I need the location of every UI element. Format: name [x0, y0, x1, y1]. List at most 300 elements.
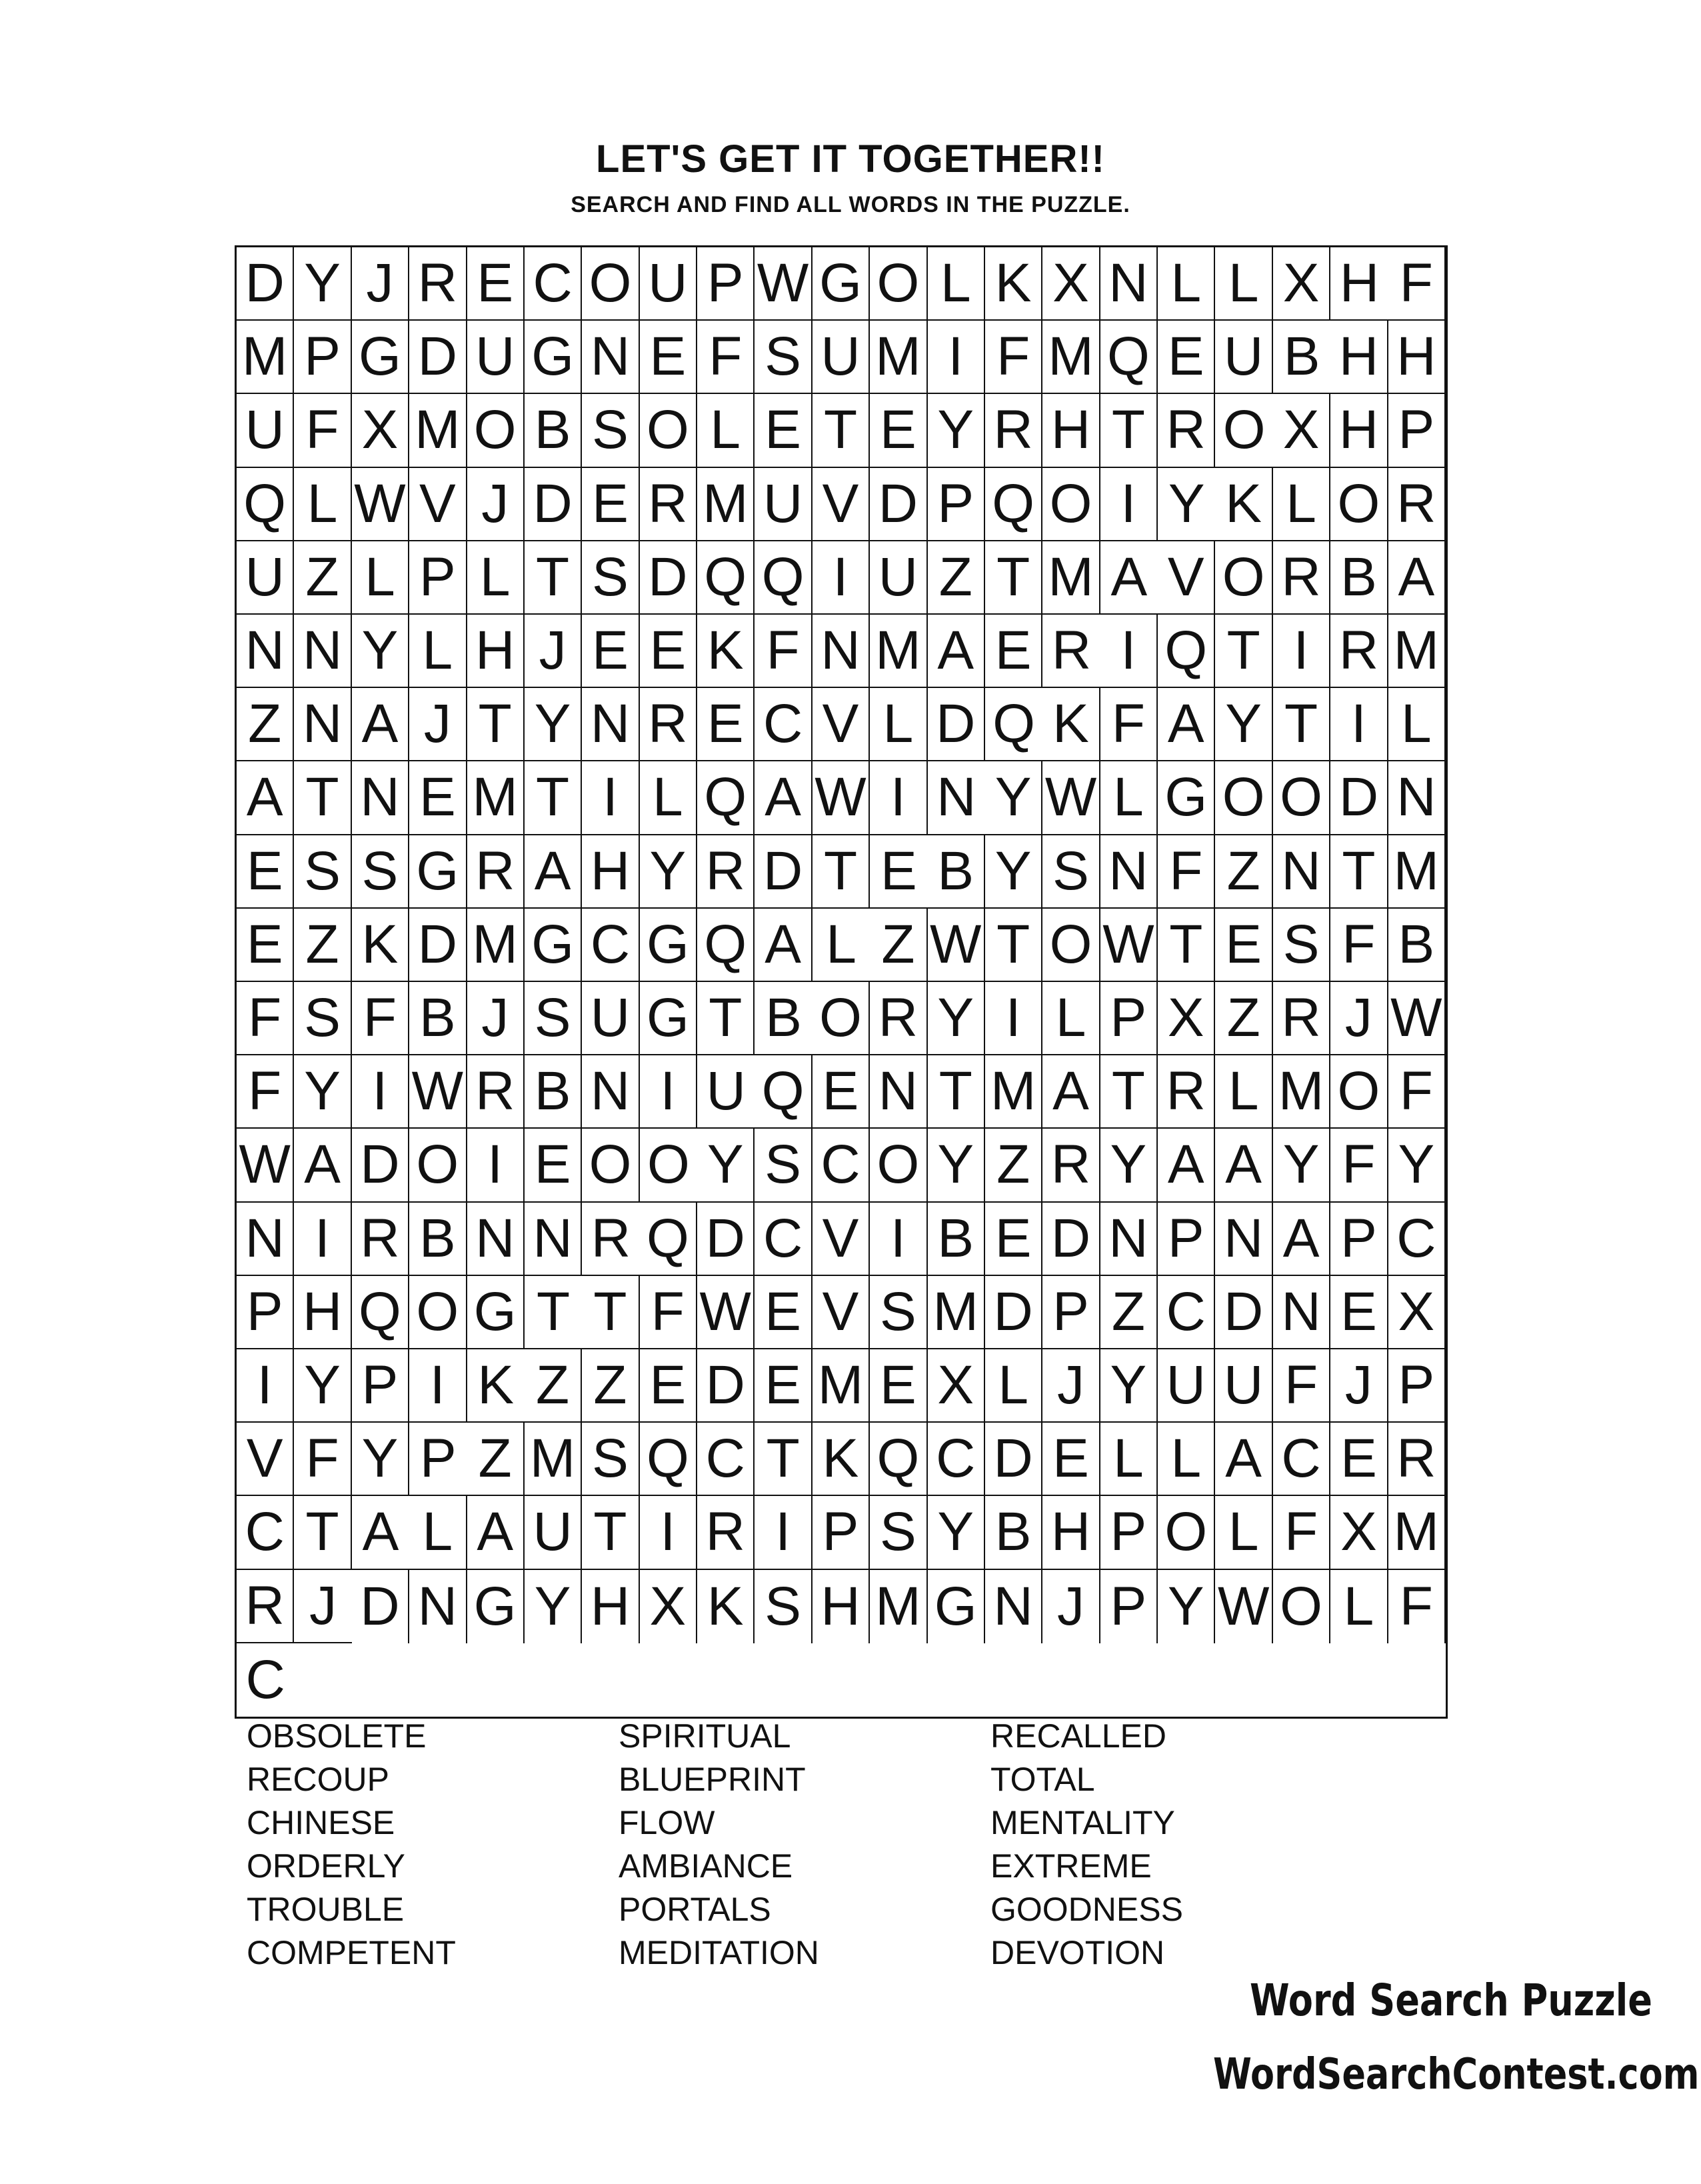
grid-cell: Y — [640, 835, 697, 909]
grid-cell: R — [1158, 1055, 1215, 1129]
grid-cell: F — [1100, 688, 1158, 761]
grid-cell: M — [870, 615, 927, 688]
grid-cell: P — [813, 1496, 870, 1569]
grid-cell: W — [237, 1129, 294, 1202]
grid-cell: L — [352, 541, 409, 615]
grid-cell: L — [409, 615, 467, 688]
grid-cell: M — [1388, 615, 1446, 688]
grid-cell: N — [1215, 1203, 1272, 1276]
grid-cell: F — [1158, 835, 1215, 909]
grid-cell: R — [1388, 1423, 1446, 1496]
grid-cell: U — [1215, 321, 1272, 394]
grid-cell: N — [582, 321, 639, 394]
grid-cell: M — [525, 1423, 582, 1496]
grid-cell: Y — [928, 982, 985, 1055]
grid-cell: S — [1273, 909, 1330, 982]
grid-cell: I — [1330, 688, 1388, 761]
grid-cell: I — [870, 1203, 927, 1276]
grid-cell: M — [1388, 835, 1446, 909]
grid-cell: N — [1273, 835, 1330, 909]
grid-cell: R — [1042, 1129, 1100, 1202]
grid-cell: Y — [928, 1129, 985, 1202]
grid-cell: Y — [1158, 468, 1215, 541]
grid-cell: K — [1042, 688, 1100, 761]
grid-cell: X — [1158, 982, 1215, 1055]
grid-cell: E — [582, 615, 639, 688]
grid-cell: P — [1158, 1203, 1215, 1276]
grid-cell: U — [1215, 1349, 1272, 1423]
grid-cell: O — [409, 1129, 467, 1202]
grid-cell: I — [755, 1496, 812, 1569]
grid-cell: R — [1388, 468, 1446, 541]
grid-cell: Q — [985, 688, 1042, 761]
word-list-item: MEDITATION — [619, 1934, 819, 1971]
grid-cell: O — [1330, 1055, 1388, 1129]
grid-cell: N — [1273, 1276, 1330, 1349]
grid-cell: N — [409, 1570, 467, 1643]
grid-cell: T — [1100, 394, 1158, 467]
grid-cell: R — [409, 247, 467, 321]
grid-cell: Y — [352, 615, 409, 688]
grid-cell: N — [237, 615, 294, 688]
grid-cell: M — [870, 321, 927, 394]
grid-cell: L — [294, 468, 351, 541]
grid-cell: X — [928, 1349, 985, 1423]
word-list-item: RECOUP — [247, 1761, 389, 1798]
grid-cell: H — [1330, 247, 1388, 321]
grid-cell: S — [352, 835, 409, 909]
grid-cell: C — [755, 1203, 812, 1276]
grid-cell: Q — [697, 909, 755, 982]
grid-cell: C — [237, 1496, 294, 1569]
grid-cell: P — [1100, 1496, 1158, 1569]
grid-cell: L — [1042, 982, 1100, 1055]
grid-cell: I — [1273, 615, 1330, 688]
grid-cell: O — [1273, 761, 1330, 835]
word-list-item: EXTREME — [990, 1847, 1152, 1885]
grid-cell: N — [1388, 761, 1446, 835]
grid-cell: U — [467, 321, 525, 394]
grid-cell: N — [1100, 835, 1158, 909]
grid-cell: P — [1100, 1570, 1158, 1643]
grid-cell: T — [582, 1276, 639, 1349]
grid-cell: L — [928, 247, 985, 321]
grid-cell: S — [755, 1129, 812, 1202]
word-list-item: DEVOTION — [990, 1934, 1165, 1971]
grid-cell: D — [237, 247, 294, 321]
grid-cell: D — [928, 688, 985, 761]
brand-label: Word Search Puzzle — [1250, 1975, 1653, 2026]
grid-cell: Y — [525, 1570, 582, 1643]
grid-cell: T — [985, 541, 1042, 615]
grid-cell: R — [697, 1496, 755, 1569]
grid-cell: T — [928, 1055, 985, 1129]
grid-cell: P — [1388, 1349, 1446, 1423]
grid-cell: J — [467, 982, 525, 1055]
word-list-item: ORDERLY — [247, 1847, 406, 1885]
grid-cell: O — [1215, 761, 1272, 835]
grid-cell: R — [640, 468, 697, 541]
grid-cell: L — [1100, 1423, 1158, 1496]
grid-cell: O — [409, 1276, 467, 1349]
grid-cell: F — [697, 321, 755, 394]
grid-cell: L — [1215, 1055, 1272, 1129]
word-list-item: BLUEPRINT — [619, 1761, 806, 1798]
grid-cell: N — [525, 1203, 582, 1276]
grid-cell: B — [409, 1203, 467, 1276]
grid-cell: D — [755, 835, 812, 909]
puzzle-instructions: SEARCH AND FIND ALL WORDS IN THE PUZZLE. — [571, 192, 1130, 217]
grid-cell: Z — [582, 1349, 639, 1423]
word-list-item: CHINESE — [247, 1804, 395, 1841]
grid-cell: V — [1158, 541, 1215, 615]
grid-cell: F — [237, 1055, 294, 1129]
grid-cell: X — [1273, 247, 1330, 321]
grid-cell: L — [640, 761, 697, 835]
grid-cell: C — [755, 688, 812, 761]
grid-cell: Q — [697, 541, 755, 615]
grid-cell: B — [928, 835, 985, 909]
grid-cell: Z — [870, 909, 927, 982]
grid-cell: I — [640, 1055, 697, 1129]
grid-cell: X — [640, 1570, 697, 1643]
grid-cell: P — [697, 247, 755, 321]
grid-cell: L — [1330, 1570, 1388, 1643]
grid-cell: N — [582, 688, 639, 761]
grid-cell: P — [237, 1276, 294, 1349]
grid-cell: E — [755, 1276, 812, 1349]
grid-cell: C — [245, 1649, 285, 1710]
grid-cell: N — [294, 688, 351, 761]
letter-grid — [235, 245, 1448, 1719]
grid-cell: U — [1158, 1349, 1215, 1423]
grid-cell: X — [1273, 394, 1330, 467]
grid-cell: A — [467, 1496, 525, 1569]
grid-cell: O — [870, 247, 927, 321]
grid-cell: Y — [985, 835, 1042, 909]
grid-cell: W — [1100, 909, 1158, 982]
grid-cell: O — [582, 247, 639, 321]
grid-cell: D — [352, 1129, 409, 1202]
grid-cell: Z — [467, 1423, 525, 1496]
word-list — [247, 1715, 1313, 1975]
grid-cell: S — [1042, 835, 1100, 909]
grid-cell: O — [1042, 909, 1100, 982]
grid-cell: P — [1388, 394, 1446, 467]
grid-cell: A — [755, 909, 812, 982]
grid-cell: I — [352, 1055, 409, 1129]
grid-cell: L — [1273, 468, 1330, 541]
grid-cell: O — [582, 1129, 639, 1202]
grid-cell: R — [1158, 394, 1215, 467]
grid-cell: T — [813, 835, 870, 909]
grid-cell: F — [1388, 247, 1446, 321]
grid-cell: O — [467, 394, 525, 467]
grid-cell: I — [870, 761, 927, 835]
grid-cell: E — [467, 247, 525, 321]
grid-cell: L — [1158, 1423, 1215, 1496]
grid-cell: Q — [352, 1276, 409, 1349]
grid-cell: L — [1215, 247, 1272, 321]
grid-cell: H — [467, 615, 525, 688]
grid-cell: L — [813, 909, 870, 982]
grid-cell: A — [237, 761, 294, 835]
grid-cell: T — [1158, 909, 1215, 982]
grid-cell: P — [928, 468, 985, 541]
grid-cell: B — [525, 394, 582, 467]
grid-cell: W — [697, 1276, 755, 1349]
grid-cell: N — [1100, 1203, 1158, 1276]
grid-cell: Z — [1215, 982, 1272, 1055]
grid-cell: I — [640, 1496, 697, 1569]
grid-cell: S — [870, 1276, 927, 1349]
grid-cell: A — [1388, 541, 1446, 615]
grid-cell: V — [409, 468, 467, 541]
grid-cell: S — [525, 982, 582, 1055]
grid-cell: R — [985, 394, 1042, 467]
grid-cell: P — [294, 321, 351, 394]
grid-cell: T — [813, 394, 870, 467]
grid-cell: U — [640, 247, 697, 321]
grid-cell: Q — [755, 541, 812, 615]
grid-cell: J — [294, 1570, 351, 1643]
grid-cell: X — [352, 394, 409, 467]
grid-cell: M — [467, 909, 525, 982]
grid-cell: Q — [697, 761, 755, 835]
grid-cell: C — [697, 1423, 755, 1496]
grid-cell: K — [352, 909, 409, 982]
grid-cell: U — [237, 541, 294, 615]
grid-cell: L — [1388, 688, 1446, 761]
word-list-item: AMBIANCE — [619, 1847, 793, 1885]
grid-cell: F — [985, 321, 1042, 394]
grid-cell: F — [294, 1423, 351, 1496]
grid-cell: G — [813, 247, 870, 321]
grid-cell: M — [697, 468, 755, 541]
grid-cell: U — [697, 1055, 755, 1129]
grid-cell: I — [928, 321, 985, 394]
grid-cell: X — [1330, 1496, 1388, 1569]
grid-cell: A — [1042, 1055, 1100, 1129]
grid-cell: H — [813, 1570, 870, 1643]
grid-cell: E — [237, 909, 294, 982]
grid-cell: F — [1388, 1570, 1446, 1643]
grid-cell: I — [1100, 615, 1158, 688]
grid-cell: A — [1158, 688, 1215, 761]
grid-cell: J — [1330, 1349, 1388, 1423]
grid-cell: Z — [294, 541, 351, 615]
grid-cell: G — [409, 835, 467, 909]
grid-cell: Q — [1100, 321, 1158, 394]
grid-cell: H — [1388, 321, 1446, 394]
grid-cell: L — [985, 1349, 1042, 1423]
grid-cell: L — [870, 688, 927, 761]
grid-cell: P — [1042, 1276, 1100, 1349]
grid-cell: M — [409, 394, 467, 467]
grid-cell: B — [1388, 909, 1446, 982]
grid-cell: O — [1215, 394, 1272, 467]
grid-cell: S — [755, 321, 812, 394]
grid-cell: O — [1273, 1570, 1330, 1643]
grid-cell: F — [352, 982, 409, 1055]
grid-cell: E — [1158, 321, 1215, 394]
grid-cell: R — [1330, 615, 1388, 688]
grid-cell: G — [525, 909, 582, 982]
grid-cell: Y — [928, 394, 985, 467]
word-list-item: RECALLED — [990, 1717, 1166, 1755]
grid-cell: V — [813, 1203, 870, 1276]
grid-cell: H — [1330, 321, 1388, 394]
grid-cell: O — [640, 1129, 697, 1202]
grid-cell: M — [467, 761, 525, 835]
grid-cell: N — [582, 1055, 639, 1129]
grid-cell: Z — [237, 688, 294, 761]
grid-cell: P — [409, 1423, 467, 1496]
grid-cell: B — [928, 1203, 985, 1276]
grid-cell: W — [1388, 982, 1446, 1055]
grid-cell: X — [1388, 1276, 1446, 1349]
grid-cell: T — [525, 1276, 582, 1349]
grid-cell: N — [237, 1203, 294, 1276]
grid-cell: D — [525, 468, 582, 541]
grid-cell: G — [467, 1276, 525, 1349]
grid-cell: O — [1158, 1496, 1215, 1569]
grid-cell: R — [640, 688, 697, 761]
grid-cell: N — [813, 615, 870, 688]
grid-cell: I — [467, 1129, 525, 1202]
grid-cell: T — [582, 1496, 639, 1569]
grid-cell: T — [525, 761, 582, 835]
grid-cell: N — [870, 1055, 927, 1129]
grid-cell: D — [1042, 1203, 1100, 1276]
grid-cell: D — [640, 541, 697, 615]
grid-cell: N — [352, 761, 409, 835]
grid-cell: V — [813, 468, 870, 541]
grid-cell: M — [1273, 1055, 1330, 1129]
grid-cell: Y — [1158, 1570, 1215, 1643]
grid-cell: O — [1330, 468, 1388, 541]
grid-cell: E — [870, 835, 927, 909]
grid-cell: U — [870, 541, 927, 615]
grid-cell: J — [409, 688, 467, 761]
grid-cell: Q — [1158, 615, 1215, 688]
puzzle-title: LET'S GET IT TOGETHER!! — [596, 137, 1105, 181]
grid-cell: D — [870, 468, 927, 541]
grid-cell: G — [525, 321, 582, 394]
grid-cell: E — [1042, 1423, 1100, 1496]
grid-cell: M — [1042, 321, 1100, 394]
grid-cell: E — [1215, 909, 1272, 982]
grid-cell: Q — [237, 468, 294, 541]
grid-cell: Y — [294, 1055, 351, 1129]
grid-cell: B — [1273, 321, 1330, 394]
grid-cell: E — [582, 468, 639, 541]
grid-cell: S — [870, 1496, 927, 1569]
grid-cell: D — [985, 1423, 1042, 1496]
grid-cell: Y — [1388, 1129, 1446, 1202]
grid-cell: L — [1100, 761, 1158, 835]
grid-cell: C — [1158, 1276, 1215, 1349]
grid-cell: Z — [525, 1349, 582, 1423]
grid-cell: E — [870, 394, 927, 467]
grid-cell: E — [1330, 1423, 1388, 1496]
grid-cell: K — [697, 615, 755, 688]
grid-cell: J — [1042, 1570, 1100, 1643]
grid-cell: L — [409, 1496, 467, 1569]
grid-cell: R — [697, 835, 755, 909]
grid-cell: W — [928, 909, 985, 982]
grid-cell: F — [1330, 1129, 1388, 1202]
grid-cell: W — [409, 1055, 467, 1129]
grid-cell: S — [294, 982, 351, 1055]
grid-cell: Y — [1100, 1129, 1158, 1202]
grid-cell: S — [755, 1570, 812, 1643]
grid-cell: P — [409, 541, 467, 615]
grid-cell: U — [582, 982, 639, 1055]
grid-cell: F — [1330, 909, 1388, 982]
grid-cell: D — [697, 1203, 755, 1276]
grid-cell: W — [755, 247, 812, 321]
grid-cell: A — [928, 615, 985, 688]
word-list-item: FLOW — [619, 1804, 715, 1841]
word-list-item: PORTALS — [619, 1891, 771, 1928]
grid-cell: G — [928, 1570, 985, 1643]
grid-cell: F — [1388, 1055, 1446, 1129]
grid-cell: N — [467, 1203, 525, 1276]
grid-cell: F — [294, 394, 351, 467]
grid-cell: E — [985, 1203, 1042, 1276]
grid-cell: U — [237, 394, 294, 467]
grid-cell: B — [1330, 541, 1388, 615]
grid-cell: E — [640, 1349, 697, 1423]
grid-cell: M — [870, 1570, 927, 1643]
grid-cell: B — [409, 982, 467, 1055]
grid-cell: H — [582, 835, 639, 909]
grid-cell: A — [1158, 1129, 1215, 1202]
grid-cell: J — [352, 247, 409, 321]
grid-cell: N — [1100, 247, 1158, 321]
grid-cell: K — [1215, 468, 1272, 541]
grid-cell: D — [409, 321, 467, 394]
grid-cell: T — [1330, 835, 1388, 909]
grid-cell: Y — [697, 1129, 755, 1202]
grid-cell: B — [525, 1055, 582, 1129]
grid-cell: A — [755, 761, 812, 835]
grid-cell: M — [237, 321, 294, 394]
grid-cell: C — [1273, 1423, 1330, 1496]
grid-cell: E — [640, 615, 697, 688]
grid-cell: E — [813, 1055, 870, 1129]
grid-cell: Y — [294, 247, 351, 321]
grid-cell: N — [928, 761, 985, 835]
word-list-item: GOODNESS — [990, 1891, 1183, 1928]
grid-cell: H — [294, 1276, 351, 1349]
grid-cell: R — [870, 982, 927, 1055]
grid-cell: G — [1158, 761, 1215, 835]
grid-cell: D — [985, 1276, 1042, 1349]
grid-cell: K — [813, 1423, 870, 1496]
grid-cell: A — [525, 835, 582, 909]
grid-cell: W — [1042, 761, 1100, 835]
grid-cell: E — [697, 688, 755, 761]
grid-cell: H — [582, 1570, 639, 1643]
grid-cell: T — [525, 541, 582, 615]
grid-cell: A — [1215, 1423, 1272, 1496]
grid-cell: R — [467, 1055, 525, 1129]
grid-cell: A — [352, 688, 409, 761]
grid-cell: S — [582, 394, 639, 467]
grid-cell: P — [1100, 982, 1158, 1055]
